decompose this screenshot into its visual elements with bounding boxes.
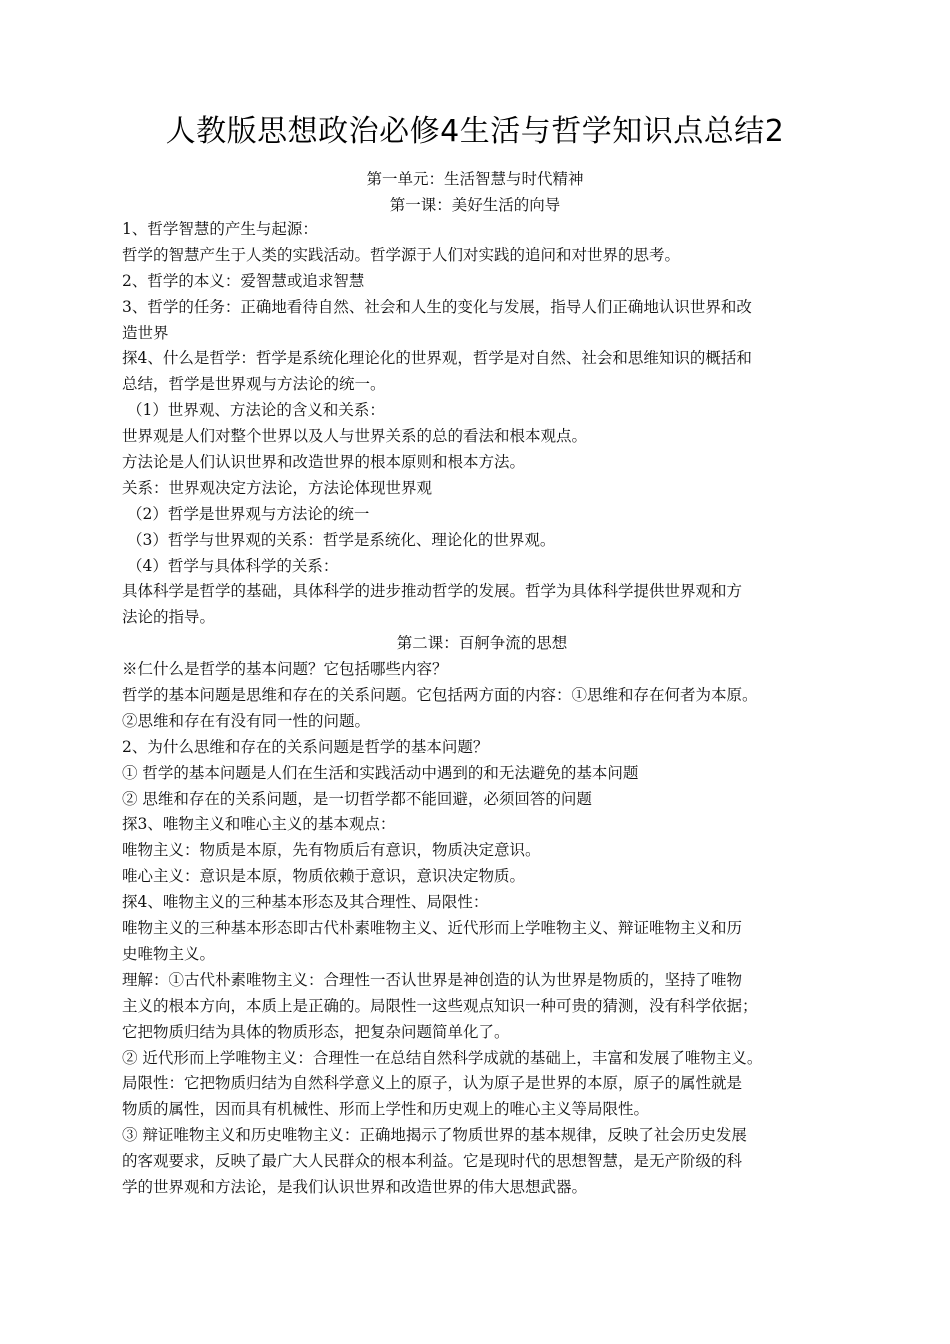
paragraph-line: 学的世界观和方法论，是我们认识世界和改造世界的伟大思想武器。 [122,1177,588,1196]
paragraph-line: 造世界 [122,323,169,342]
paragraph-line: 3、哲学的任务：正确地看待自然、社会和人生的变化与发展，指导人们正确地认识世界和改 [122,297,752,316]
lesson-heading: 第一课：美好生活的向导 [389,196,561,214]
document-body [122,217,842,1201]
paragraph-line: 2、哲学的本义：爱智慧或追求智慧 [122,271,365,290]
paragraph-line: （3）哲学与世界观的关系：哲学是系统化、理论化的世界观。 [127,530,556,549]
paragraph-line: 方法论是人们认识世界和改造世界的根本原则和根本方法。 [122,453,526,472]
paragraph-line: 世界观是人们对整个世界以及人与世界关系的总的看法和根本观点。 [122,427,588,446]
paragraph-line: 局限性：它把物质归结为自然科学意义上的原子，认为原子是世界的本原，原子的属性就是 [122,1074,743,1093]
paragraph-line: （1）世界观、方法论的含义和关系： [127,401,385,420]
paragraph-line: 法论的指导。 [122,608,216,627]
paragraph-line: 的客观要求，反映了最广大人民群众的根本利益。它是现时代的思想智慧，是无产阶级的科 [122,1152,743,1171]
paragraph-line: 哲学的智慧产生于人类的实践活动。哲学源于人们对实践的追问和对世界的思考。 [122,245,681,264]
paragraph-line: 物质的属性，因而具有机械性、形而上学性和历史观上的唯心主义等局限性。 [122,1100,650,1119]
paragraph-line: 探4、什么是哲学：哲学是系统化理论化的世界观，哲学是对自然、社会和思维知识的概括和 [122,349,752,368]
paragraph-line: 2、为什么思维和存在的关系问题是哲学的基本问题？ [122,737,489,756]
paragraph-line: 哲学的基本问题是思维和存在的关系问题。它包括两方面的内容：①思维和存在何者为本原。 [122,686,758,705]
page-title: 人教版思想政治必修4生活与哲学知识点总结2 [165,114,785,149]
paragraph-line: ③ 辩证唯物主义和历史唯物主义：正确地揭示了物质世界的基本规律，反映了社会历史发展 [122,1126,747,1145]
paragraph-line: （4）哲学与具体科学的关系： [127,556,339,575]
paragraph-line: 史唯物主义。 [122,944,216,963]
paragraph-line: 主义的根本方向，本质上是正确的。局限性一这些观点知识一种可贵的猜测，没有科学依据； [122,996,758,1015]
unit-heading: 第一单元：生活智慧与时代精神 [366,170,584,188]
paragraph-line: 具体科学是哲学的基础，具体科学的进步推动哲学的发展。哲学为具体科学提供世界观和方 [122,582,743,601]
paragraph-line: ① 哲学的基本问题是人们在生活和实践活动中遇到的和无法避免的基本问题 [122,763,639,782]
paragraph-line: 探4、唯物主义的三种基本形态及其合理性、局限性： [122,893,489,912]
paragraph-line: 总结，哲学是世界观与方法论的统一。 [122,375,386,394]
paragraph-line: 唯物主义：物质是本原，先有物质后有意识，物质决定意识。 [122,841,541,860]
paragraph-line: （2）哲学是世界观与方法论的统一 [127,504,370,523]
paragraph-line: 探3、唯物主义和唯心主义的基本观点： [122,815,396,834]
paragraph-line: ②思维和存在有没有同一性的问题。 [122,711,371,730]
paragraph-line: 它把物质归结为具体的物质形态，把复杂问题简单化了。 [122,1022,510,1041]
paragraph-line: 唯心主义：意识是本原，物质依赖于意识，意识决定物质。 [122,867,526,886]
paragraph-line: ② 近代形而上学唯物主义：合理性一在总结自然科学成就的基础上，丰富和发展了唯物主义。 [122,1048,763,1067]
paragraph-line: 关系：世界观决定方法论，方法论体现世界观 [122,478,433,497]
paragraph-line: 理解：①古代朴素唯物主义：合理性一否认世界是神创造的认为世界是物质的，坚持了唯物 [122,970,743,989]
paragraph-line: ② 思维和存在的关系问题，是一切哲学都不能回避，必须回答的问题 [122,789,592,808]
paragraph-line: ※仁什么是哲学的基本问题？它包括哪些内容？ [122,660,448,679]
paragraph-line: 1、哲学智慧的产生与起源： [122,220,318,238]
lesson-heading: 第二课：百舸争流的思想 [396,634,568,653]
paragraph-line: 唯物主义的三种基本形态即古代朴素唯物主义、近代形而上学唯物主义、辩证唯物主义和历 [122,919,743,938]
